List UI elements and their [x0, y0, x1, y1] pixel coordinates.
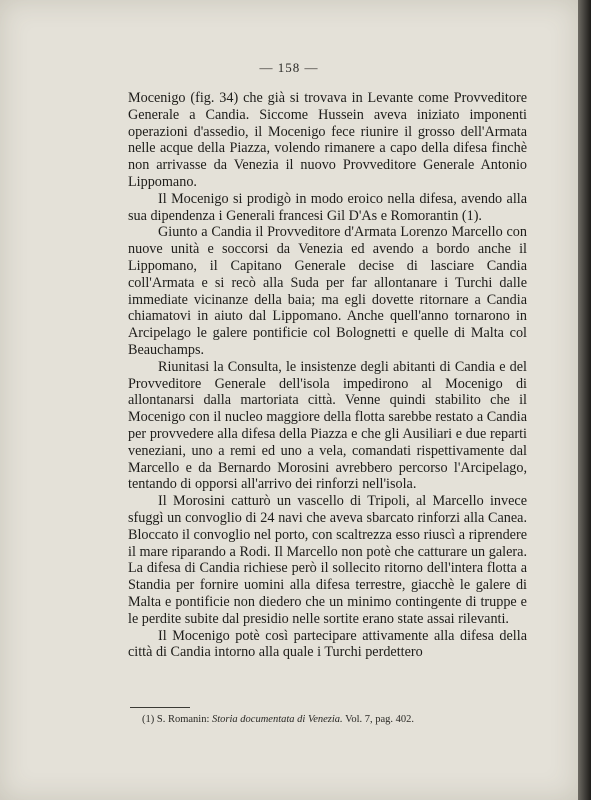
footnote-rule	[130, 707, 190, 708]
paragraph: Riunitasi la Consulta, le insistenze degli abitanti di Candia e del Provveditore Generale dell'isola impedirono al Mocenigo di allontanarsi dalla martoriata città. Venne quindi stabilito che il Mocenigo con il nucleo maggiore della flotta sarebbe restato a Candia per provvedere alla difesa della Piazza e che gli Ausiliari e due reparti veneziani, uno a remi ed uno a vela, comandati rispettivamente dal Marcello e da Bernardo Morosini avrebbero percorso l'Arcipelago, tentando di opporsi all'arrivo dei rinforzi nell'isola.	[128, 358, 527, 493]
body-text	[128, 90, 527, 661]
footnote-ref: Vol. 7, pag. 402.	[345, 714, 415, 725]
footnote-marker: (1) S. Romanin:	[142, 714, 210, 725]
footnote	[142, 713, 522, 726]
paragraph: Il Mocenigo potè così partecipare attivamente alla difesa della città di Candia intorno alla quale i Turchi perdettero	[128, 627, 527, 661]
paragraph: Il Mocenigo si prodigò in modo eroico nella difesa, avendo alla sua dipendenza i Generali francesi Gil D'As e Romorantin (1).	[128, 190, 527, 224]
page-number: — 158 —	[259, 60, 319, 75]
footnote-title: Storia documentata di Venezia.	[212, 714, 343, 725]
paragraph: Il Morosini catturò un vascello di Tripoli, al Marcello invece sfuggì un convoglio di 24 navi che aveva sbarcato rinforzi alla Canea. Bloccato il convoglio nel porto, con scaltrezza esso riuscì a riprendere il mare riparando a Rodi. Il Marcello non potè che catturare un galera. La difesa di Candia richiese però il sollecito ritorno dell'intera flotta a Standia per fornire uomini alla difesa terrestre, giacchè le galere di Malta e pontificie non diedero che un minimo contingente di truppe e le perdite subite dal presidio nelle sortite erano state assai rilevanti.	[128, 493, 527, 627]
paragraph: Mocenigo (fig. 34) che già si trovava in Levante come Provveditore Generale a Candia. Siccome Hussein aveva iniziato imponenti operazioni d'assedio, il Mocenigo fece riunire il grosso dell'Armata nelle acque della Piazza, volendo rimanere a capo della difesa finchè non arrivasse da Venezia il nuovo Provveditore Generale Antonio Lippomano.	[128, 90, 527, 190]
page-edge-shadow	[578, 0, 591, 800]
paragraph: Giunto a Candia il Provveditore d'Armata Lorenzo Marcello con nuove unità e soccorsi da Venezia ed avendo a bordo anche il Lippomano, il Capitano Generale decise di lasciare Candia coll'Armata e si recò alla Suda per far allontanare i Turchi dalle immediate vicinanze della baia; ma egli dovette ritornare a Candia chiamatovi in aiuto dal Lippomano. Anche quell'anno tornarono in Arcipelago le galere pontificie col Bolognetti e quelle di Malta col Beauchamps.	[128, 224, 527, 358]
